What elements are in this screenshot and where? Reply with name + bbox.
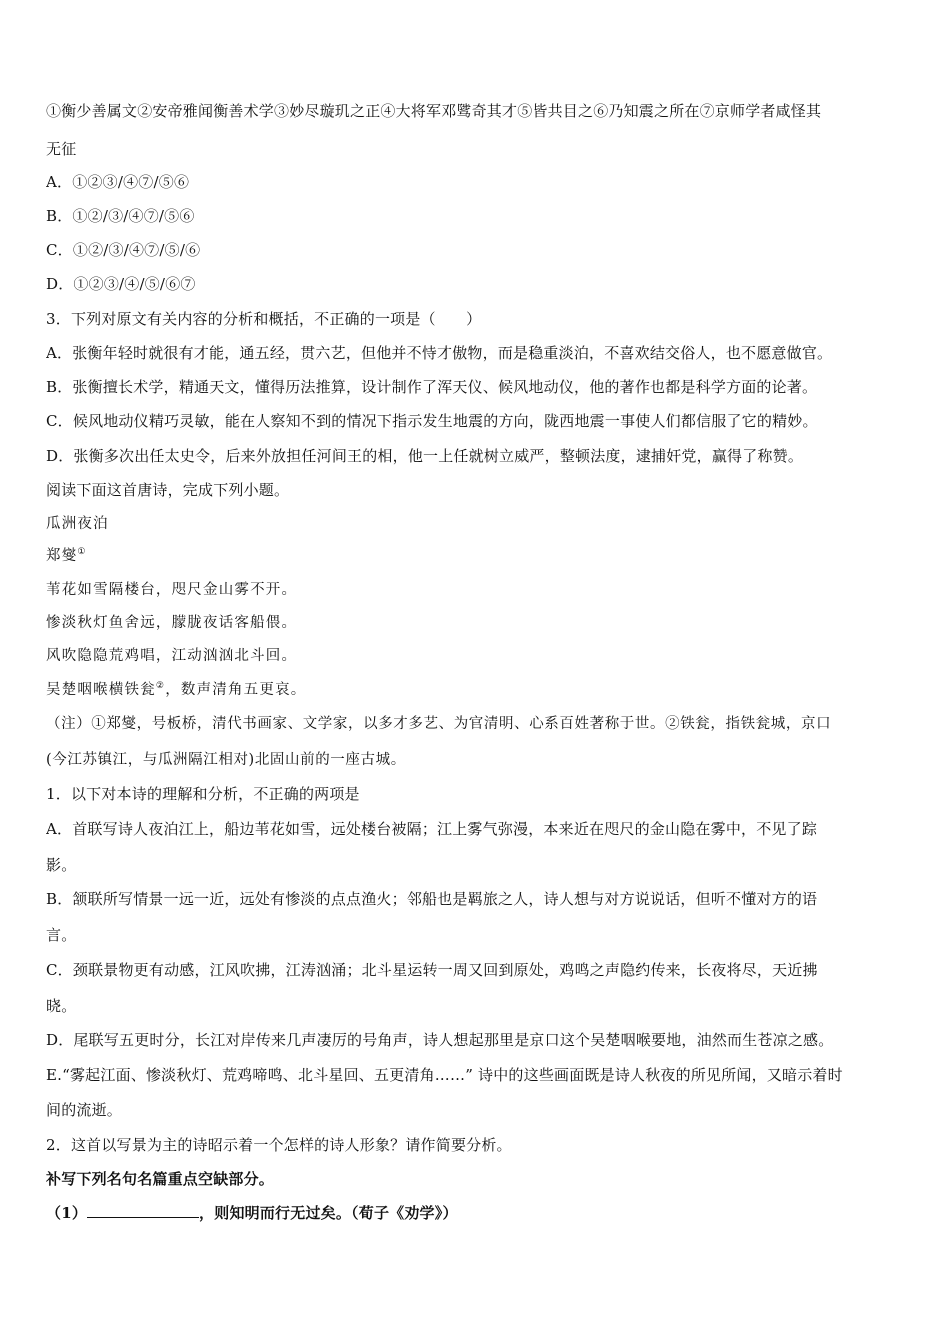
fill-heading: 补写下列名句名篇重点空缺部分。 bbox=[46, 1170, 275, 1188]
poem-note-line2: (今江苏镇江，与瓜洲隔江相对)北固山前的一座古城。 bbox=[46, 752, 406, 768]
q2-items-line1: ①衡少善属文②安帝雅闻衡善术学③妙尽璇玑之正④大将军邓骘奇其才⑤皆共目之⑥乃知震之所在⑦京师学者咸怪其 bbox=[46, 102, 822, 120]
fill-item-1-prefix: （1） bbox=[46, 1204, 88, 1222]
q2-option-d: D．①②③/④/⑤/⑥⑦ bbox=[46, 275, 196, 293]
poem-line-2: 惨淡秋灯鱼舍远，朦胧夜话客船偎。 bbox=[46, 615, 298, 631]
subq1-option-a-line2: 影。 bbox=[46, 856, 77, 874]
poem-author-name: 郑燮 bbox=[46, 548, 78, 564]
poem-line-4 bbox=[46, 680, 911, 700]
poem-line-4-mark: ② bbox=[155, 681, 166, 692]
q2-option-a: A．①②③/④⑦/⑤⑥ bbox=[46, 173, 190, 191]
q3-option-b: B．张衡擅长术学，精通天文，懂得历法推算，设计制作了浑天仪、候风地动仪，他的著作也都是科学方面的论著。 bbox=[46, 378, 818, 396]
q2-items-line2: 无征 bbox=[46, 140, 77, 158]
poem-line-4-a: 吴楚咽喉横铁瓮 bbox=[46, 682, 156, 698]
subq1-stem: 1．以下对本诗的理解和分析，不正确的两项是 bbox=[46, 785, 360, 803]
poem-author-note-mark: ① bbox=[77, 547, 87, 558]
subq1-option-c-line2: 晓。 bbox=[46, 997, 77, 1015]
poem-line-3: 风吹隐隐荒鸡唱，江动汹汹北斗回。 bbox=[46, 648, 298, 664]
q3-option-a: A．张衡年轻时就很有才能，通五经，贯六艺，但他并不恃才傲物，而是稳重淡泊，不喜欢结交俗人，也不愿意做官。 bbox=[46, 344, 833, 362]
subq1-option-d: D．尾联写五更时分，长江对岸传来几声凄厉的号角声，诗人想起那里是京口这个吴楚咽喉要地，油然而生苍凉之感。 bbox=[46, 1031, 834, 1049]
subq1-option-a-line1: A．首联写诗人夜泊江上，船边苇花如雪，远处楼台被隔；江上雾气弥漫，本来近在咫尺的金山隐在雾中，不见了踪 bbox=[46, 820, 818, 838]
poem-note-line1: （注）①郑燮，号板桥，清代书画家、文学家，以多才多艺、为官清明、心系百姓著称于世。②铁瓮，指铁瓮城，京口 bbox=[46, 716, 832, 732]
poem-title: 瓜洲夜泊 bbox=[46, 516, 109, 532]
subq1-option-b-line1: B．颔联所写情景一远一近，远处有惨淡的点点渔火；邻船也是羁旅之人，诗人想与对方说说话，但听不懂对方的语 bbox=[46, 890, 818, 908]
fill-item-1 bbox=[46, 1203, 911, 1223]
fill-item-1-suffix: ，则知明而行无过矣。（荀子《劝学》） bbox=[199, 1204, 458, 1222]
q3-option-c: C．候风地动仪精巧灵敏，能在人察知不到的情况下指示发生地震的方向，陇西地震一事使人们都信服了它的精妙。 bbox=[46, 412, 818, 430]
subq1-option-e-line1: E.“雾起江面、惨淡秋灯、荒鸡啼鸣、北斗星回、五更清角……” 诗中的这些画面既是诗人秋夜的所见所闻，又暗示着时 bbox=[46, 1066, 843, 1084]
poem-intro: 阅读下面这首唐诗，完成下列小题。 bbox=[46, 481, 290, 499]
q2-option-b: B．①②/③/④⑦/⑤⑥ bbox=[46, 207, 195, 225]
answer-blank[interactable] bbox=[87, 1203, 199, 1218]
subq1-option-b-line2: 言。 bbox=[46, 926, 77, 944]
q3-option-d: D．张衡多次出任太史令，后来外放担任河间王的相，他一上任就树立威严，整顿法度，逮捕奸党，赢得了称赞。 bbox=[46, 447, 804, 465]
subq1-option-e-line2: 间的流逝。 bbox=[46, 1101, 123, 1119]
poem-line-4-b: ，数声清角五更哀。 bbox=[165, 682, 307, 698]
q3-stem: 3．下列对原文有关内容的分析和概括，不正确的一项是（ ） bbox=[46, 310, 482, 328]
subq1-option-c-line1: C．颈联景物更有动感，江风吹拂，江涛汹涌；北斗星运转一周又回到原处，鸡鸣之声隐约传来，长夜将尽，天近拂 bbox=[46, 961, 818, 979]
poem-author bbox=[46, 546, 911, 566]
subq2-stem: 2．这首以写景为主的诗昭示着一个怎样的诗人形象？请作简要分析。 bbox=[46, 1136, 512, 1154]
poem-line-1: 苇花如雪隔楼台，咫尺金山雾不开。 bbox=[46, 582, 298, 598]
q2-option-c: C．①②/③/④⑦/⑤/⑥ bbox=[46, 241, 201, 259]
